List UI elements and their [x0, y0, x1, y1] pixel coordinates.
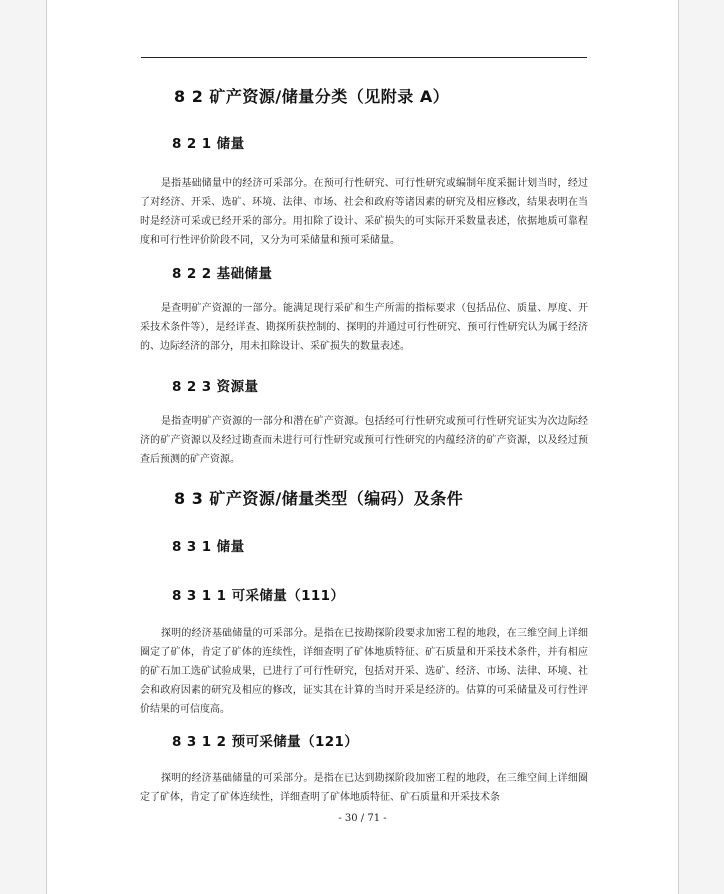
- header-rule: [141, 57, 587, 58]
- paragraph-8-3-1-2: 探明的经济基础储量的可采部分。是指在已达到勘探阶段加密工程的地段，在三维空间上详细圈定了矿体，肯定了矿体连续性，详细查明了矿体地质特征、矿石质量和开采技术条: [140, 773, 588, 803]
- section-heading-8-3-1: 8 3 1 储量: [172, 539, 245, 555]
- section-heading-8-2-3: 8 2 3 资源量: [172, 379, 259, 395]
- section-heading-8-3: 8 3 矿产资源/储量类型（编码）及条件: [174, 489, 464, 508]
- paragraph-8-2-2: 是查明矿产资源的一部分。能满足现行采矿和生产所需的指标要求（包括品位、质量、厚度、开采技术条件等），是经详查、勘探所获控制的、探明的并通过可行性研究、预可行性研究认为属于经济的、边际经济的部分，用未扣除设计、采矿损失的数量表述。: [140, 303, 588, 352]
- section-heading-8-2: 8 2 矿产资源/储量分类（见附录 A）: [174, 87, 450, 106]
- section-heading-8-3-1-1: 8 3 1 1 可采储量（111）: [172, 588, 345, 604]
- paragraph-8-2-1: 是指基础储量中的经济可采部分。在预可行性研究、可行性研究或编制年度采掘计划当时，经过了对经济、开采、选矿、环境、法律、市场、社会和政府等诸因素的研究及相应修改，结果表明在当时是经济可采或已经开采的部分。用扣除了设计、采矿损失的可实际开采数量表述，依据地质可靠程度和可行性评价阶段不同，又分为可采储量和预可采储量。: [140, 178, 588, 246]
- page-number: - 30 / 71 -: [338, 813, 387, 824]
- section-heading-8-2-1: 8 2 1 储量: [172, 136, 245, 152]
- document-page: [46, 0, 679, 894]
- section-heading-8-2-2: 8 2 2 基础储量: [172, 266, 273, 282]
- section-heading-8-3-1-2: 8 3 1 2 预可采储量（121）: [172, 734, 359, 750]
- paragraph-8-2-3: 是指查明矿产资源的一部分和潜在矿产资源。包括经可行性研究或预可行性研究证实为次边际经济的矿产资源以及经过勘查而未进行可行性研究或预可行性研究的内蕴经济的矿产资源，以及经过预查后预测的矿产资源。: [140, 416, 588, 465]
- paragraph-8-3-1-1: 探明的经济基础储量的可采部分。是指在已按勘探阶段要求加密工程的地段，在三维空间上详细圈定了矿体，肯定了矿体的连续性，详细查明了矿体地质特征、矿石质量和开采技术条件，并有相应的矿石加工选矿试验成果，已进行了可行性研究，包括对开采、选矿、经济、市场、法律、环境、社会和政府因素的研究及相应的修改，证实其在计算的当时开采是经济的。估算的可采储量及可行性评价结果的可信度高。: [140, 628, 588, 715]
